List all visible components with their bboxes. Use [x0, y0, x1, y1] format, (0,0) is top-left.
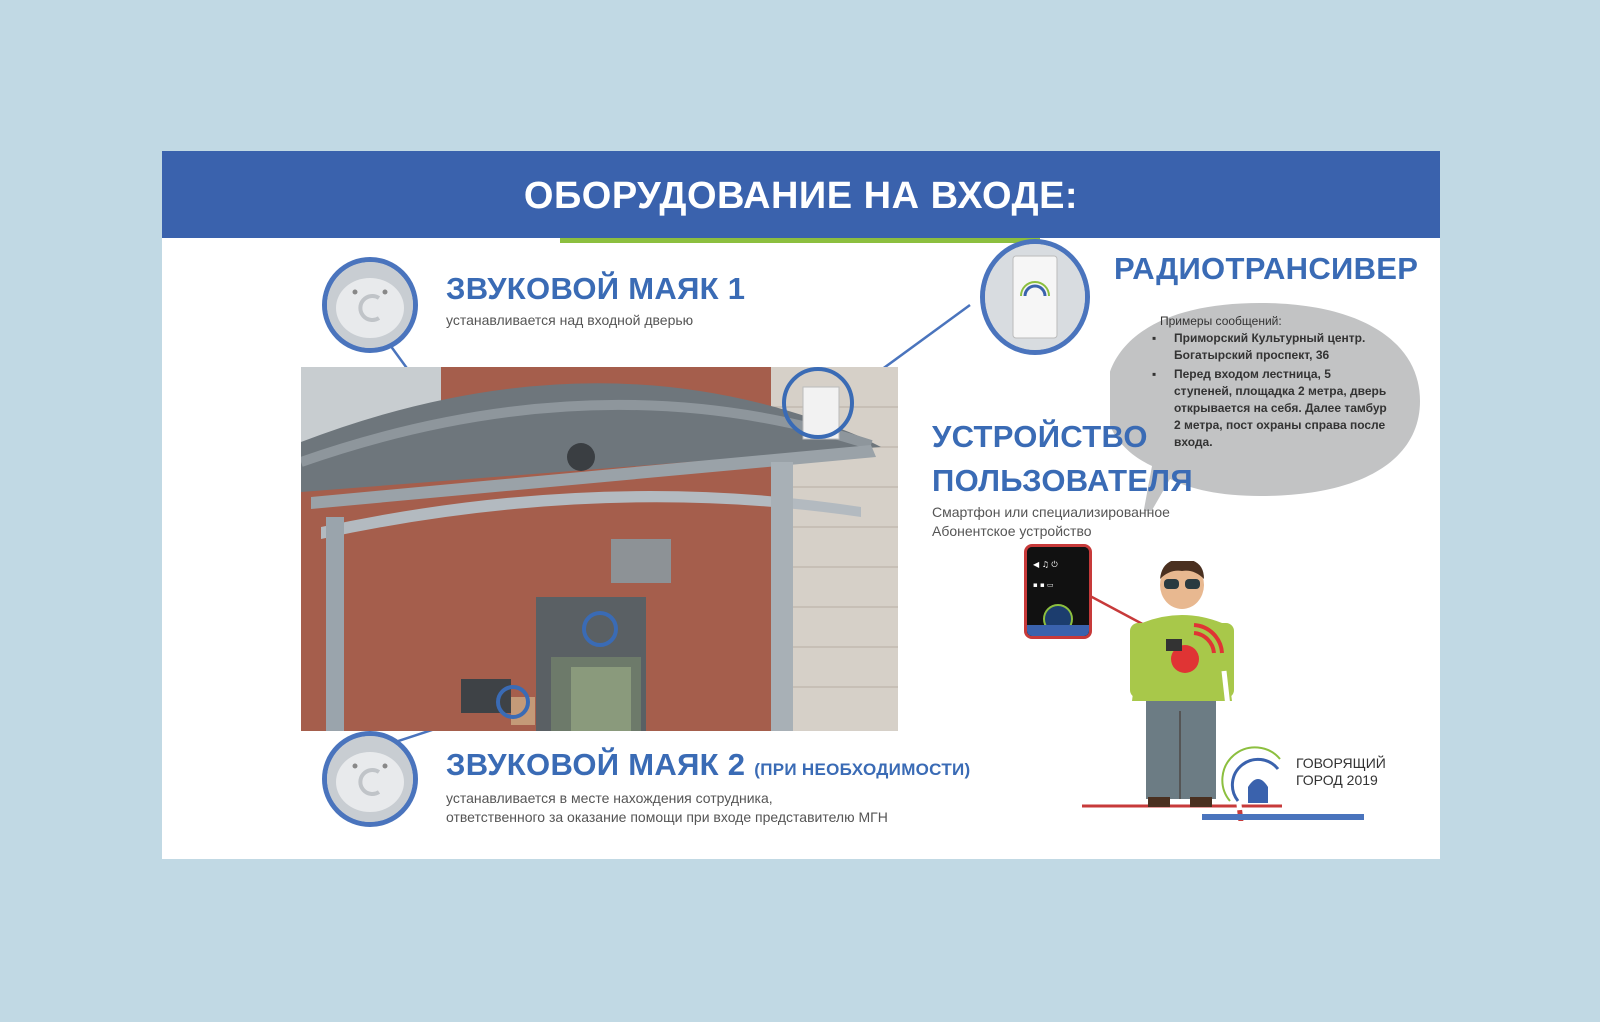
messages-list: [1152, 330, 1390, 451]
message-item: ▪ Приморский Культурный центр. Богатырский проспект, 36: [1152, 330, 1390, 364]
messages-header: Примеры сообщений:: [1160, 314, 1282, 328]
talking-city-logo: [1220, 741, 1290, 811]
svg-text:◀ ♫ ⏻: ◀ ♫ ⏻: [1033, 560, 1058, 569]
message-item: ▪ Перед входом лестница, 5 ступеней, площадка 2 метра, дверь открывается на себя. Далее тамбур 2 метра, пост охраны справа после входа.: [1152, 366, 1390, 451]
user-device-description-1: Смартфон или специализированное: [932, 504, 1170, 520]
floor-line: [1202, 814, 1364, 820]
beacon1-highlight: [582, 611, 618, 647]
svg-text:▪ ▪ ▭: ▪ ▪ ▭: [1033, 581, 1054, 589]
slide: [162, 151, 1440, 859]
message-item-text: Приморский Культурный центр. Богатырский проспект, 36: [1174, 331, 1366, 362]
transceiver-title: РАДИОТРАНСИВЕР: [1114, 251, 1419, 286]
message-item-text: Перед входом лестница, 5 ступеней, площадка 2 метра, дверь открывается на себя. Далее тамбур 2 метра, пост охраны справа после входа.: [1174, 367, 1387, 449]
beacon1-title: ЗВУКОВОЙ МАЯК 1: [446, 271, 746, 306]
beacon2-image: [322, 731, 418, 827]
logo-text-1: ГОВОРЯЩИЙ: [1296, 755, 1386, 771]
transceiver-image: [980, 239, 1090, 355]
beacon1-description: устанавливается над входной дверью: [446, 312, 694, 328]
slide-title: ОБОРУДОВАНИЕ НА ВХОДЕ:: [523, 175, 1079, 217]
logo-text-2: ГОРОД 2019: [1296, 772, 1378, 788]
beacon2-title-main: ЗВУКОВОЙ МАЯК 2: [446, 747, 746, 782]
beacon2-title-note: (ПРИ НЕОБХОДИМОСТИ): [754, 760, 971, 779]
beacon2-description-1: устанавливается в месте нахождения сотрудника,: [446, 790, 773, 806]
transceiver-highlight: [782, 367, 854, 439]
beacon2-description-2: ответственного за оказание помощи при входе представителю МГН: [446, 809, 888, 825]
user-device-title-2: ПОЛЬЗОВАТЕЛЯ: [932, 463, 1193, 498]
beacon2-highlight: [496, 685, 530, 719]
beacon1-image: [322, 257, 418, 353]
user-device-title-1: УСТРОЙСТВО: [932, 419, 1148, 454]
user-device-description-2: Абонентское устройство: [932, 523, 1092, 539]
beacon2-title: [446, 747, 971, 783]
